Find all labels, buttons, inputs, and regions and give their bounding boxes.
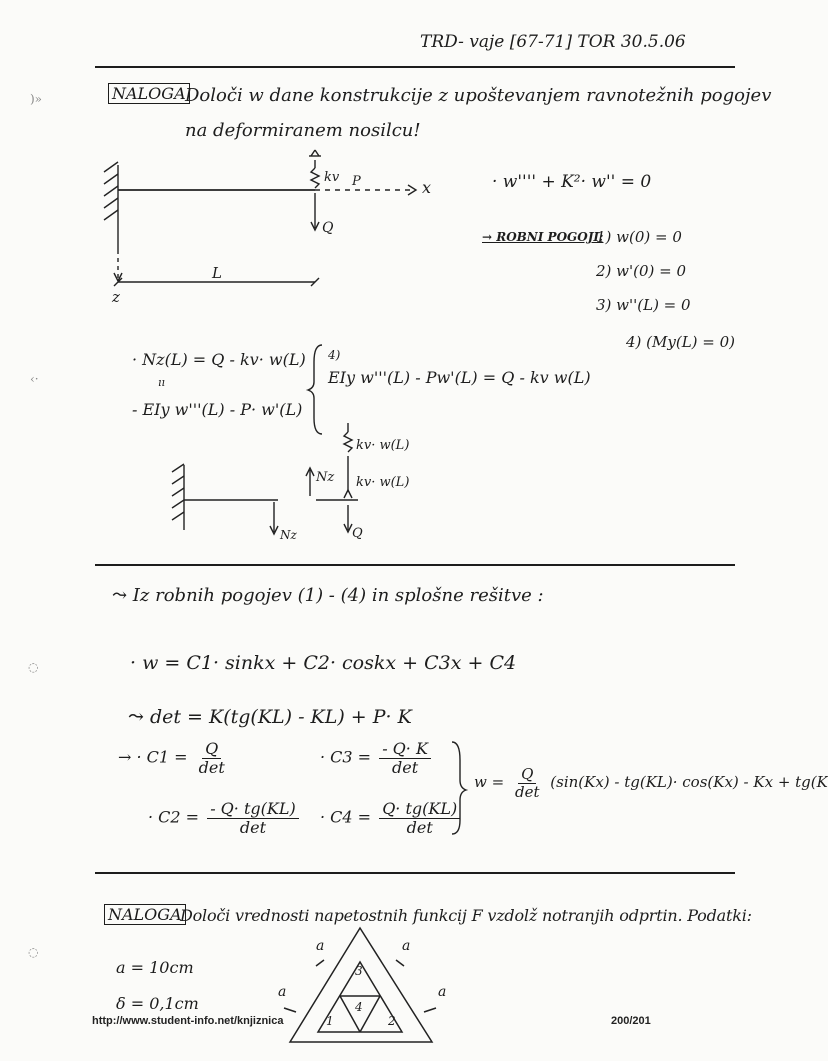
bc-item: 2) w'(0) = 0 [596,262,687,280]
task1-text-line1: Določi w dane konstrukcije z upoštevanjem ravnotežnih pogojev [185,85,772,106]
fbd-nz-up: Nz [316,470,335,485]
det-equation: ⤳ det = K(tg(KL) - KL) + P· K [128,706,412,728]
w-num: Q [518,766,536,784]
c2-num: - Q· tg(KL) [207,800,299,819]
axis-z-label: z [112,288,120,306]
header-title: TRD- vaje [67-71] TOR 30.5.06 [420,32,686,52]
force-p-label: P [352,174,361,189]
bc-item: 4) (My(L) = 0) [626,333,736,351]
data-delta: δ = 0,1cm [116,994,199,1013]
task1-badge: NALOGA [108,83,190,104]
c4-den: det [406,817,433,837]
cond4-label: 4) [328,348,341,362]
triangle-side-a: a [278,984,287,1000]
fbd-spring-force-top: kv· w(L) [356,438,410,453]
region-label-2: 2 [388,1014,396,1028]
nz-line1: · Nz(L) = Q - kv· w(L) [132,350,306,369]
c4-lhs: · C4 = [320,807,372,827]
length-label: L [212,264,222,282]
region-label-3: 3 [355,964,363,978]
cond4-equation: EIy w'''(L) - Pw'(L) = Q - kv w(L) [328,368,591,387]
w-rhs: (sin(Kx) - tg(KL)· cos(Kx) - Kx + tg(K [550,773,828,791]
nz-equals: ıı [158,376,166,389]
bc-item: 1) w(0) = 0 [596,228,682,246]
load-q-label: Q [322,220,334,236]
c4-num: Q· tg(KL) [379,800,460,819]
w-den: det [514,782,540,801]
fbd-nz-down: Nz [280,528,297,542]
punch-hole-mark: )» [30,92,43,106]
punch-hole-mark: ‹· [30,372,39,386]
axis-x-label: x [422,178,432,197]
c3-den: det [391,757,419,777]
w-lhs: w = [474,773,505,791]
fbd-q-down: Q [352,526,363,541]
task1-text-line2: na deformiranem nosilcu! [185,120,421,141]
punch-hole-mark: ◌ [28,660,39,674]
triangle-side-a: a [402,938,411,954]
footer-page-number: 200/201 [611,1015,651,1027]
task2-badge: NALOGA [104,904,186,925]
triangle-side-a: a [316,938,325,954]
region-label-4: 4 [355,1000,363,1014]
c3-lhs: · C3 = [320,747,372,767]
footer-url[interactable]: http://www.student-info.net/knjiznica [92,1015,284,1027]
c1-den: det [198,757,225,777]
fbd-spring-force-up: kv· w(L) [356,475,410,490]
nz-line2: - EIy w'''(L) - P· w'(L) [132,400,303,419]
triangle-side-a: a [438,984,447,1000]
data-a: a = 10cm [116,958,194,977]
c2-lhs: · C2 = [148,807,200,827]
c2-den: det [239,817,267,837]
region-label-1: 1 [326,1014,334,1028]
solution-intro: ⤳ Iz robnih pogojev (1) - (4) in splošne rešitve : [112,585,544,606]
bc-title: → ROBNI POGOJI: [482,230,604,244]
spring-label: kv [324,170,340,185]
punch-hole-mark: ◌ [28,945,39,959]
governing-equation: · w'''' + K²· w'' = 0 [492,172,652,192]
general-solution: · w = C1· sinkx + C2· coskx + C3x + C4 [130,652,517,674]
task2-text: Določi vrednosti napetostnih funkcij F vzdolž notranjih odprtin. Podatki: [180,906,752,925]
c1-lhs: → · C1 = [118,747,188,767]
c1-num: Q [202,740,221,759]
c3-num: - Q· K [379,740,431,759]
bc-item: 3) w''(L) = 0 [596,296,691,314]
